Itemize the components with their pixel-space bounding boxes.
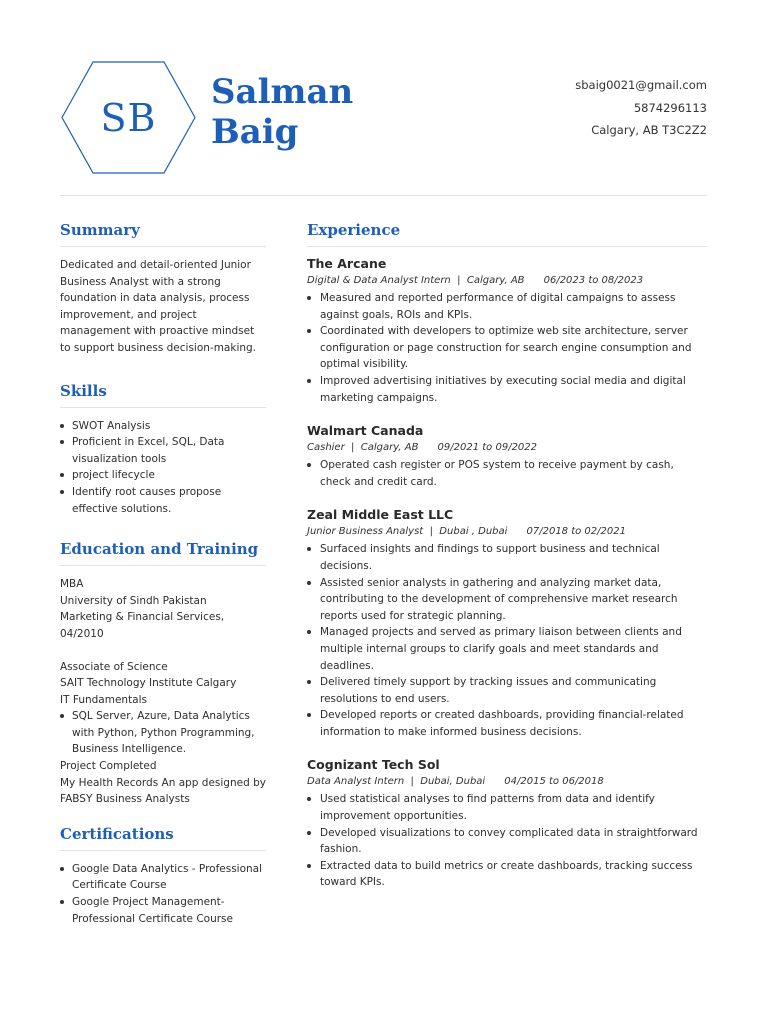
job-bullet: Surfaced insights and findings to support business and technical decisions. — [307, 541, 707, 574]
contact-info — [575, 74, 707, 142]
company-name: Walmart Canada — [307, 423, 424, 439]
job-bullet: Assisted senior analysts in gathering and analyzing market data, contributing to the development of comprehensive market research reports used for strategic planning. — [307, 575, 707, 625]
job-entry — [307, 422, 707, 490]
certifications-section — [60, 822, 266, 927]
job-bullet: Delivered timely support by tracking issues and communicating resolutions to end users. — [307, 674, 707, 707]
job-bullet: Extracted data to build metrics or create dashboards, tracking success toward KPIs. — [307, 858, 707, 891]
skills-section — [60, 379, 266, 518]
last-name: Baig — [211, 112, 299, 152]
left-column — [60, 218, 266, 927]
job-bullets — [307, 791, 707, 891]
education-entry — [60, 659, 266, 808]
company-name: Cognizant Tech Sol — [307, 757, 440, 773]
header-divider — [60, 195, 707, 196]
degree: Associate of Science — [60, 660, 168, 673]
certifications-list — [60, 861, 266, 927]
job-bullets — [307, 290, 707, 406]
job-bullet: Measured and reported performance of digital campaigns to assess against goals, ROIs and KPIs. — [307, 290, 707, 323]
field: Marketing & Financial Services, 04/2010 — [60, 611, 225, 640]
company-name: The Arcane — [307, 256, 387, 271]
monogram — [60, 60, 197, 175]
full-name — [211, 72, 353, 152]
certification-item: Google Data Analytics - Professional Certificate Course — [60, 861, 266, 894]
job-bullets — [307, 457, 707, 490]
education-bullet: SQL Server, Azure, Data Analytics with Python, Python Programming, Business Intelligence. — [60, 708, 266, 758]
education-title: Education and Training — [60, 537, 266, 566]
location: Calgary, AB T3C2Z2 — [591, 123, 707, 137]
monogram-initials: SB — [100, 95, 157, 140]
job-entry — [307, 756, 707, 891]
company-name: Zeal Middle East LLC — [307, 507, 454, 523]
job-meta: Digital & Data Analyst Intern | Calgary, AB 06/2023 to 08/2023 — [307, 275, 644, 286]
job-bullet: Managed projects and served as primary liaison between clients and multiple internal groups to clarify goals and meet standards and deadlines. — [307, 624, 707, 674]
certifications-title: Certifications — [60, 822, 266, 851]
skill-item: SWOT Analysis — [60, 418, 266, 435]
job-bullet: Developed visualizations to convey complicated data in straightforward fashion. — [307, 825, 707, 858]
skill-item: project lifecycle — [60, 467, 266, 484]
education-entry — [60, 576, 266, 642]
summary-text: Dedicated and detail-oriented Junior Business Analyst with a strong foundation in data analysis, process improvement, and project management with proactive mindset to support business decision-making. — [60, 259, 257, 354]
project-description: My Health Records An app designed by FABSY Business Analysts — [60, 776, 266, 806]
school: SAIT Technology Institute Calgary — [60, 677, 237, 690]
field: IT Fundamentals — [60, 693, 148, 706]
summary-section — [60, 218, 266, 357]
skill-item: Identify root causes propose effective solutions. — [60, 484, 266, 517]
job-entry — [307, 506, 707, 740]
summary-title: Summary — [60, 218, 266, 247]
right-column — [307, 218, 707, 907]
phone: 5874296113 — [633, 100, 707, 115]
job-bullets — [307, 541, 707, 740]
job-bullet: Operated cash register or POS system to receive payment by cash, check and credit card. — [307, 457, 707, 490]
job-meta: Cashier | Calgary, AB 09/2021 to 09/2022 — [307, 442, 538, 454]
first-name: Salman — [211, 72, 354, 112]
experience-title: Experience — [307, 218, 707, 247]
skill-item: Proficient in Excel, SQL, Data visualization tools — [60, 434, 266, 467]
job-meta: Junior Business Analyst | Dubai , Dubai 07/2018 to 02/2021 — [307, 526, 626, 538]
email[interactable]: sbaig0021@gmail.com — [575, 78, 707, 92]
job-entry — [307, 255, 707, 406]
job-bullet: Used statistical analyses to find patterns from data and identify improvement opportunities. — [307, 791, 707, 824]
school: University of Sindh Pakistan — [60, 594, 207, 607]
project-label: Project Completed — [60, 760, 157, 773]
skills-list — [60, 418, 266, 518]
certification-item: Google Project Management- Professional Certificate Course — [60, 894, 266, 927]
job-bullet: Improved advertising initiatives by executing social media and digital marketing campaigns. — [307, 373, 707, 406]
skills-title: Skills — [60, 379, 266, 408]
job-bullet: Developed reports or created dashboards, providing financial-related information to make informed business decisions. — [307, 707, 707, 740]
education-section — [60, 537, 266, 808]
education-bullets — [60, 708, 266, 758]
job-bullet: Coordinated with developers to optimize web site architecture, server configuration or page construction for search engine consumption and optimal visibility. — [307, 323, 707, 373]
job-meta: Data Analyst Intern | Dubai, Dubai 04/2015 to 06/2018 — [307, 776, 604, 788]
degree: MBA — [60, 578, 84, 591]
